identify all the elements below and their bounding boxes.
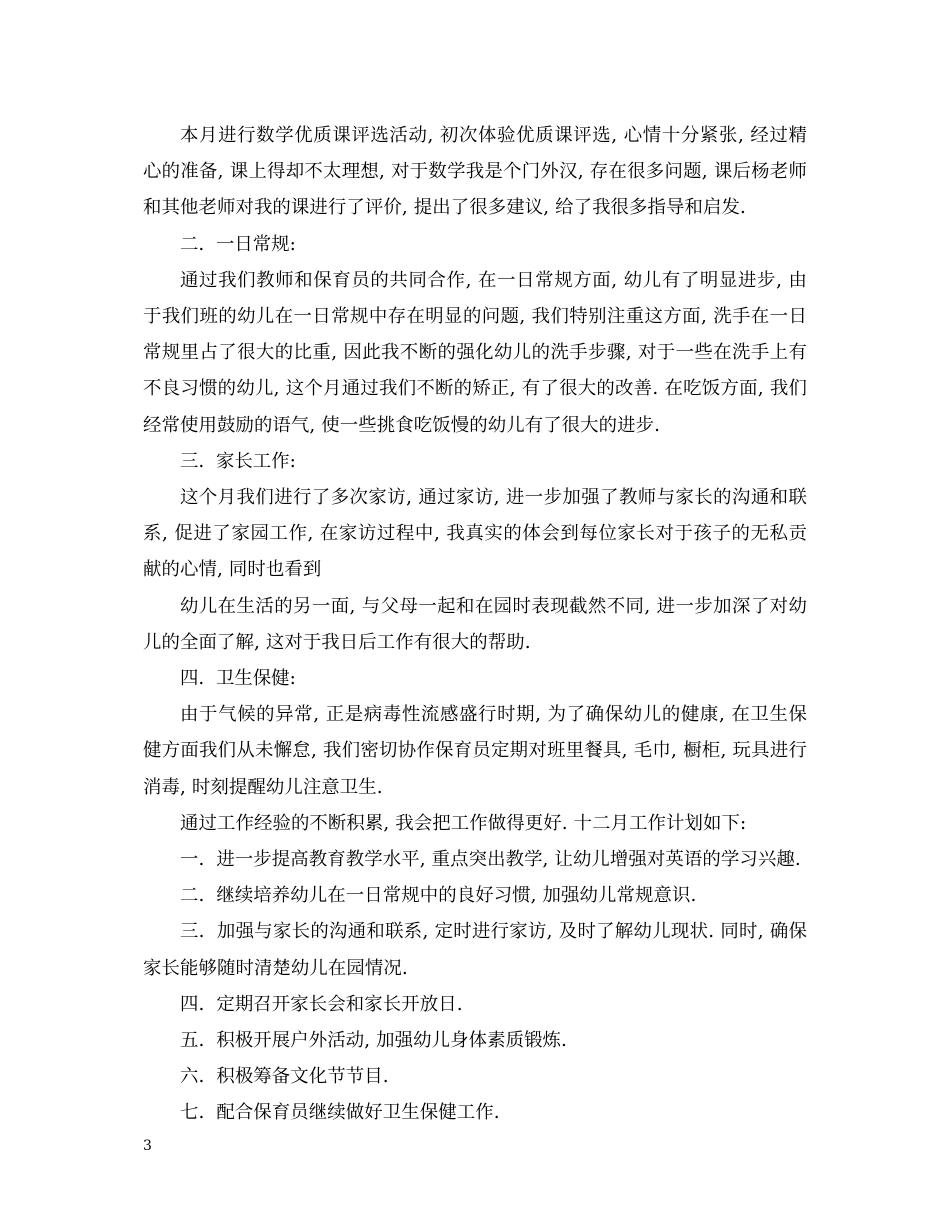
page-number: 3 [143, 1138, 152, 1154]
section-heading-parent-work [143, 444, 807, 480]
paragraph-daily-routine: 通过我们教师和保育员的共同合作, 在一日常规方面, 幼儿有了明显进步, 由于我们班的幼儿在一日常规中存在明显的问题, 我们特别注重这方面, 洗手在一日常规里占了很大的比重, 因此我不断的强化幼儿的洗手步骤, 对于一些在洗手上有不良习惯的幼儿, 这个月通过我们不断的矫正, 有了很大的改善. 在吃饭方面, 我们经常使用鼓励的语气, 使一些挑食吃饭慢的幼儿有了很大的进步. [143, 269, 807, 436]
plan-item-5: 五. 积极开展户外活动, 加强幼儿身体素质锻炼. [180, 1030, 567, 1052]
section-number: 三. [180, 450, 205, 472]
paragraph-health-care: 由于气候的异常, 正是病毒性流感盛行时期, 为了确保幼儿的健康, 在卫生保健方面我们从未懈怠, 我们密切协作保育员定期对班里餐具, 毛巾, 橱柜, 玩具进行消毒, 时刻提醒幼儿注意卫生. [143, 704, 807, 798]
section-title: 卫生保健: [216, 668, 296, 690]
plan-item-3: 三. 加强与家长的沟通和联系, 定时进行家访, 及时了解幼儿现状. 同时, 确保家长能够随时清楚幼儿在园情况. [143, 921, 807, 979]
section-number: 二. [180, 233, 205, 255]
plan-item-2: 二. 继续培养幼儿在一日常规中的良好习惯, 加强幼儿常规意识. [180, 885, 697, 907]
section-number: 四. [180, 668, 205, 690]
paragraph-math-class: 本月进行数学优质课评选活动, 初次体验优质课评选, 心情十分紧张, 经过精心的准备, 课上得却不太理想, 对于数学我是个门外汉, 存在很多问题, 课后杨老师和其他老师对我的课进行了评价, 提出了很多建议, 给了我很多指导和启发. [143, 125, 807, 219]
paragraph-home-visits: 这个月我们进行了多次家访, 通过家访, 进一步加强了教师与家长的沟通和联系, 促进了家园工作, 在家访过程中, 我真实的体会到每位家长对于孩子的无私贡献的心情, 同时也看到 [143, 487, 807, 581]
document-body [143, 118, 807, 1132]
plan-item-7: 七. 配合保育员继续做好卫生保健工作. [180, 1102, 500, 1124]
section-title: 家长工作: [216, 450, 296, 472]
paragraph-plan-intro: 通过工作经验的不断积累, 我会把工作做得更好. 十二月工作计划如下: [180, 812, 747, 834]
paragraph-home-visits-continued: 幼儿在生活的另一面, 与父母一起和在园时表现截然不同, 进一步加深了对幼儿的全面了解, 这对于我日后工作有很大的帮助. [143, 595, 807, 653]
plan-item-6: 六. 积极筹备文化节节目. [180, 1066, 389, 1088]
section-heading-health-care [143, 661, 807, 697]
plan-item-4: 四. 定期召开家长会和家长开放日. [180, 993, 463, 1015]
section-title: 一日常规: [216, 233, 296, 255]
section-heading-daily-routine [143, 227, 807, 263]
plan-item-1: 一. 进一步提高教育教学水平, 重点突出教学, 让幼儿增强对英语的学习兴趣. [180, 849, 801, 871]
